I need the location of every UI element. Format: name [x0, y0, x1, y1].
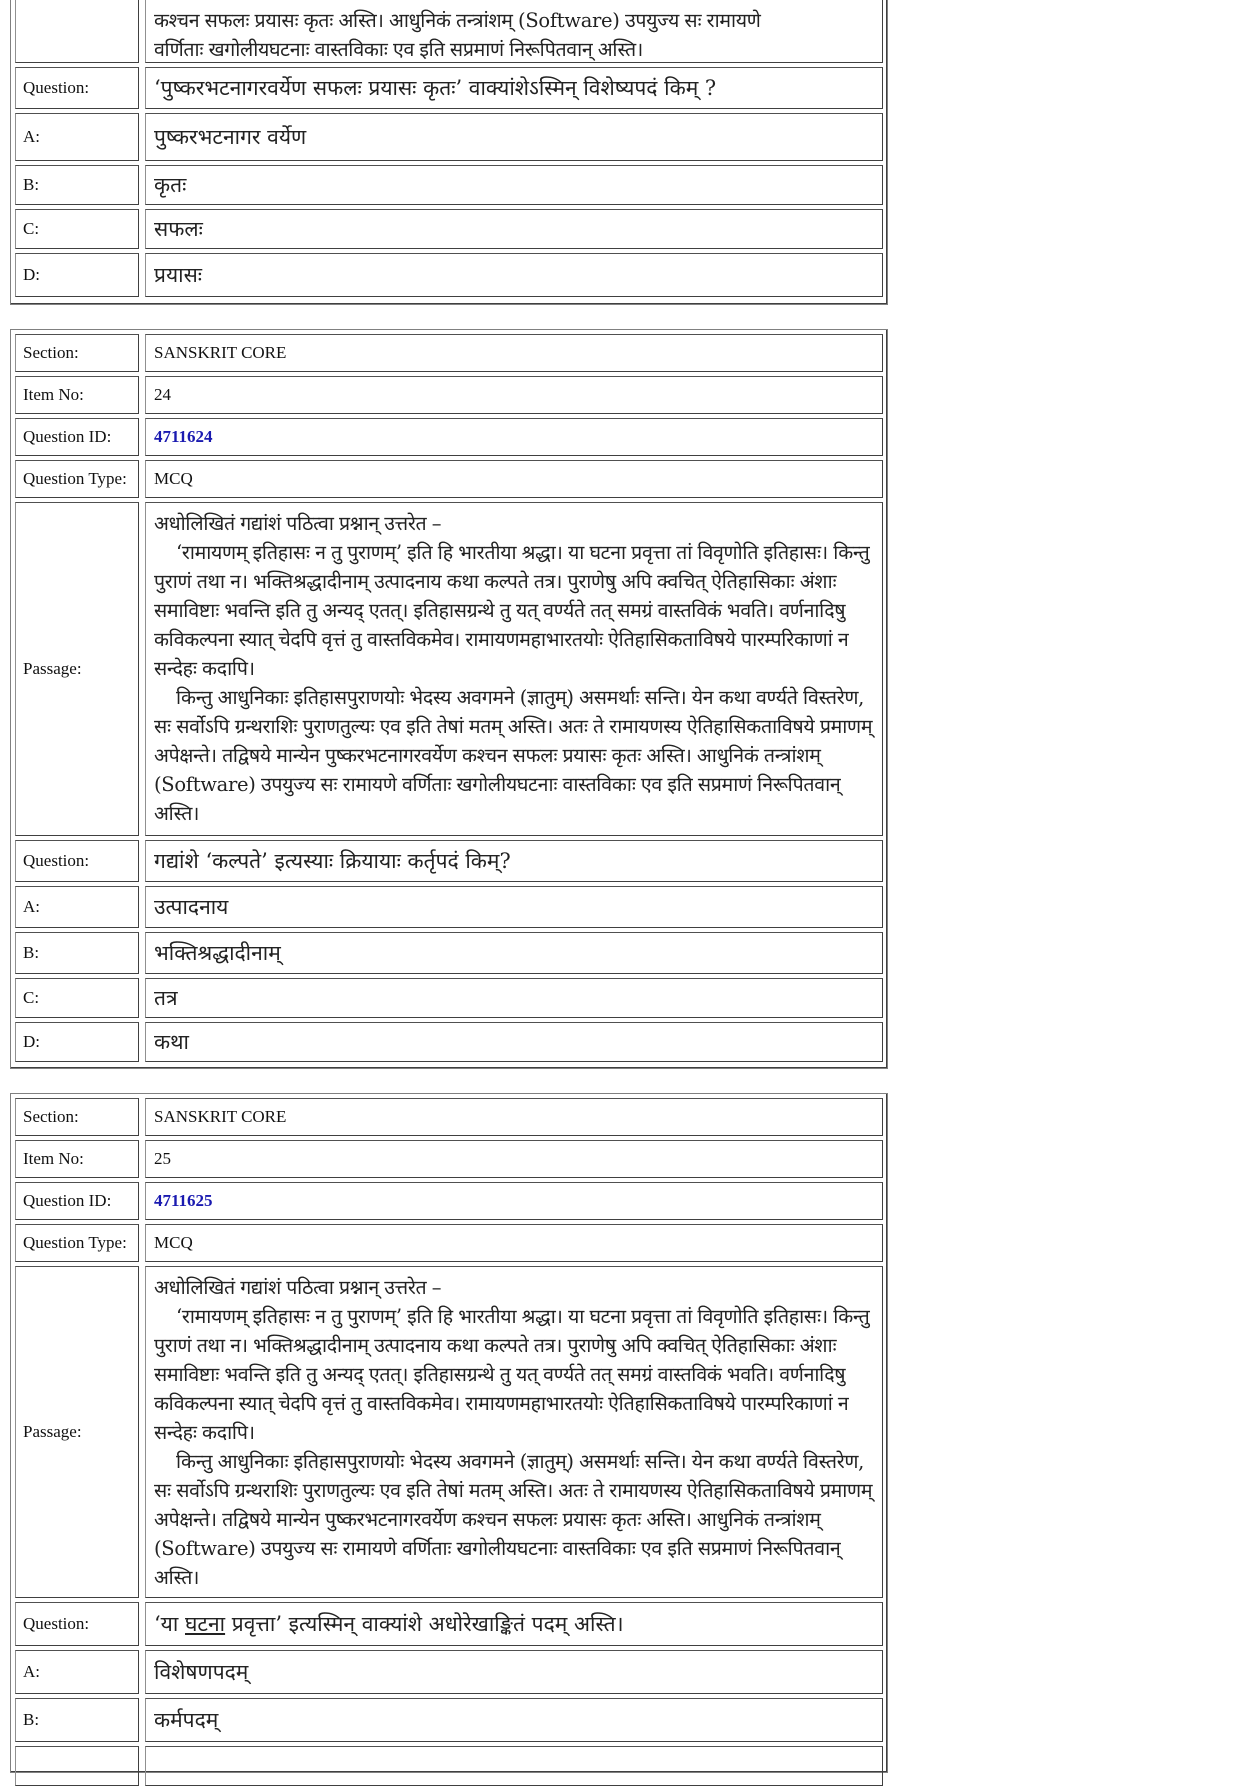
option-a-label: A:: [15, 1650, 139, 1694]
question-type-label: Question Type:: [15, 460, 139, 498]
passage-tail-line-2: वर्णिताः खगोलीयघटनाः वास्तविकाः एव इति सप्रमाणं निरूपितवान् अस्ति।: [154, 38, 643, 61]
question-id-label: Question ID:: [15, 418, 139, 456]
option-c-row[interactable]: [15, 209, 883, 249]
option-c-row[interactable]: [15, 978, 883, 1018]
option-a-row[interactable]: [15, 886, 883, 928]
item-no-label: Item No:: [15, 1140, 139, 1178]
question-text: [145, 1602, 883, 1646]
option-b-row[interactable]: [15, 165, 883, 205]
item-no-value: 24: [145, 376, 883, 414]
option-b-row[interactable]: [15, 932, 883, 974]
question-id-value: 4711625: [145, 1182, 883, 1220]
option-a-row[interactable]: [15, 113, 883, 161]
question-type-value: MCQ: [145, 460, 883, 498]
passage-label: Passage:: [15, 502, 139, 836]
passage-row: [15, 1266, 883, 1598]
passage-text: [145, 502, 883, 836]
option-b-label: B:: [15, 932, 139, 974]
option-c-text[interactable]: तत्र: [145, 978, 883, 1018]
question-row: [15, 67, 883, 109]
question-block-25: [10, 1093, 888, 1773]
section-value: SANSKRIT CORE: [145, 334, 883, 372]
passage-paragraph-2: किन्तु आधुनिकाः इतिहासपुराणयोः भेदस्य अवगमने (ज्ञातुम्) असमर्थाः सन्ति। येन कथा वर्ण्यते विस्तरेण, सः सर्वोऽपि ग्रन्थराशिः पुराणतुल्यः एव इति तेषां मतम् अस्ति। अतः ते रामायणस्य ऐतिहासिकताविषये प्रमाणम् अपेक्षन्ते। तद्विषये मान्येन पुष्करभटनागरवर्येण कश्चन सफलः प्रयासः कृतः अस्ति। आधुनिकं तन्त्रांशम् (Software) उपयुज्य सः रामायणे वर्णिताः खगोलीयघटनाः वास्तविकाः एव इति सप्रमाणं निरूपितवान् अस्ति।: [154, 1450, 873, 1589]
option-a-text[interactable]: पुष्करभटनागर वर्येण: [145, 113, 883, 161]
option-b-label: B:: [15, 165, 139, 205]
option-d-text[interactable]: कथा: [145, 1022, 883, 1062]
option-b-label: B:: [15, 1698, 139, 1742]
passage-paragraph-1: ‘रामायणम् इतिहासः न तु पुराणम्’ इति हि भारतीया श्रद्धा। या घटना प्रवृत्ता तां विवृणोति इतिहासः। किन्तु पुराणं तथा न। भक्तिश्रद्धादीनाम् उत्पादनाय कथा कल्पते तत्र। पुराणेषु अपि क्वचित् ऐतिहासिकाः अंशाः समाविष्टाः भवन्ति इति तु अन्यद् एतत्। इतिहासग्रन्थे तु यत् वर्ण्यते तत् समग्रं वास्तविकं भवति। वर्णनादिषु कविकल्पना स्यात् चेदपि वृत्तं तु वास्तविकमेव। रामायणमहाभारतयोः ऐतिहासिकताविषये पारम्परिकाणां न सन्देहः कदापि।: [154, 1305, 870, 1444]
option-c-label: [15, 1746, 139, 1786]
option-a-label: A:: [15, 886, 139, 928]
passage-heading: अधोलिखितं गद्यांशं पठित्वा प्रश्नान् उत्तरेत –: [154, 1276, 442, 1299]
option-b-row[interactable]: [15, 1698, 883, 1742]
option-d-row[interactable]: [15, 253, 883, 297]
option-a-text[interactable]: विशेषणपदम्: [145, 1650, 883, 1694]
option-a-row[interactable]: [15, 1650, 883, 1694]
option-c-text[interactable]: [145, 1746, 883, 1786]
option-a-text[interactable]: उत्पादनाय: [145, 886, 883, 928]
question-label: Question:: [15, 1602, 139, 1646]
option-c-row[interactable]: [15, 1746, 883, 1786]
section-row: [15, 334, 883, 372]
passage-heading: अधोलिखितं गद्यांशं पठित्वा प्रश्नान् उत्तरेत –: [154, 512, 442, 535]
section-label: Section:: [15, 1098, 139, 1136]
passage-text: [145, 1266, 883, 1598]
option-c-label: C:: [15, 209, 139, 249]
passage-paragraph-1: ‘रामायणम् इतिहासः न तु पुराणम्’ इति हि भारतीया श्रद्धा। या घटना प्रवृत्ता तां विवृणोति इतिहासः। किन्तु पुराणं तथा न। भक्तिश्रद्धादीनाम् उत्पादनाय कथा कल्पते तत्र। पुराणेषु अपि क्वचित् ऐतिहासिकाः अंशाः समाविष्टाः भवन्ति इति तु अन्यद् एतत्। इतिहासग्रन्थे तु यत् वर्ण्यते तत् समग्रं वास्तविकं भवति। वर्णनादिषु कविकल्पना स्यात् चेदपि वृत्तं तु वास्तविकमेव। रामायणमहाभारतयोः ऐतिहासिकताविषये पारम्परिकाणां न सन्देहः कदापि।: [154, 541, 870, 680]
section-row: [15, 1098, 883, 1136]
question-block-24: [10, 329, 888, 1069]
option-d-label: D:: [15, 253, 139, 297]
question-id-row: [15, 418, 883, 456]
item-no-row: [15, 1140, 883, 1178]
passage-row: [15, 502, 883, 836]
option-d-row[interactable]: [15, 1022, 883, 1062]
passage-paragraph-2: किन्तु आधुनिकाः इतिहासपुराणयोः भेदस्य अवगमने (ज्ञातुम्) असमर्थाः सन्ति। येन कथा वर्ण्यते विस्तरेण, सः सर्वोऽपि ग्रन्थराशिः पुराणतुल्यः एव इति तेषां मतम् अस्ति। अतः ते रामायणस्य ऐतिहासिकताविषये प्रमाणम् अपेक्षन्ते। तद्विषये मान्येन पुष्करभटनागरवर्येण कश्चन सफलः प्रयासः कृतः अस्ति। आधुनिकं तन्त्रांशम् (Software) उपयुज्य सः रामायणे वर्णिताः खगोलीयघटनाः वास्तविकाः एव इति सप्रमाणं निरूपितवान् अस्ति।: [154, 686, 873, 825]
question-id-row: [15, 1182, 883, 1220]
question-text-post: प्रवृत्ता’ इत्यस्मिन् वाक्यांशे अधोरेखाङ्कितं पदम् अस्ति।: [225, 1612, 624, 1636]
question-text-pre: ‘या: [154, 1612, 185, 1636]
option-b-text[interactable]: भक्तिश्रद्धादीनाम्: [145, 932, 883, 974]
option-d-text[interactable]: प्रयासः: [145, 253, 883, 297]
passage-label: Passage:: [15, 1266, 139, 1598]
question-id-label: Question ID:: [15, 1182, 139, 1220]
option-b-text[interactable]: कर्मपदम्: [145, 1698, 883, 1742]
question-label: Question:: [15, 67, 139, 109]
question-type-label: Question Type:: [15, 1224, 139, 1262]
passage-tail-line-1: कश्चन सफलः प्रयासः कृतः अस्ति। आधुनिकं तन्त्रांशम् (Software) उपयुज्य सः रामायणे: [154, 9, 761, 32]
passage-tail: [145, 0, 883, 63]
question-text: ‘पुष्करभटनागरवर्येण सफलः प्रयासः कृतः’ वाक्यांशेऽस्मिन् विशेष्यपदं किम् ?: [145, 67, 883, 109]
section-value: SANSKRIT CORE: [145, 1098, 883, 1136]
passage-tail-row: [15, 0, 883, 63]
option-d-label: D:: [15, 1022, 139, 1062]
item-no-row: [15, 376, 883, 414]
option-b-text[interactable]: कृतः: [145, 165, 883, 205]
passage-label: [15, 0, 139, 63]
option-a-label: A:: [15, 113, 139, 161]
question-row: [15, 1602, 883, 1646]
option-c-text[interactable]: सफलः: [145, 209, 883, 249]
question-row: [15, 840, 883, 882]
question-type-row: [15, 1224, 883, 1262]
question-id-value: 4711624: [145, 418, 883, 456]
question-type-value: MCQ: [145, 1224, 883, 1262]
question-text: गद्यांशे ‘कल्पते’ इत्यस्याः क्रियायाः कर्तृपदं किम्?: [145, 840, 883, 882]
question-text-underlined: घटना: [184, 1612, 226, 1636]
question-label: Question:: [15, 840, 139, 882]
question-type-row: [15, 460, 883, 498]
item-no-value: 25: [145, 1140, 883, 1178]
question-block-23: [10, 0, 888, 305]
option-c-label: C:: [15, 978, 139, 1018]
item-no-label: Item No:: [15, 376, 139, 414]
section-label: Section:: [15, 334, 139, 372]
